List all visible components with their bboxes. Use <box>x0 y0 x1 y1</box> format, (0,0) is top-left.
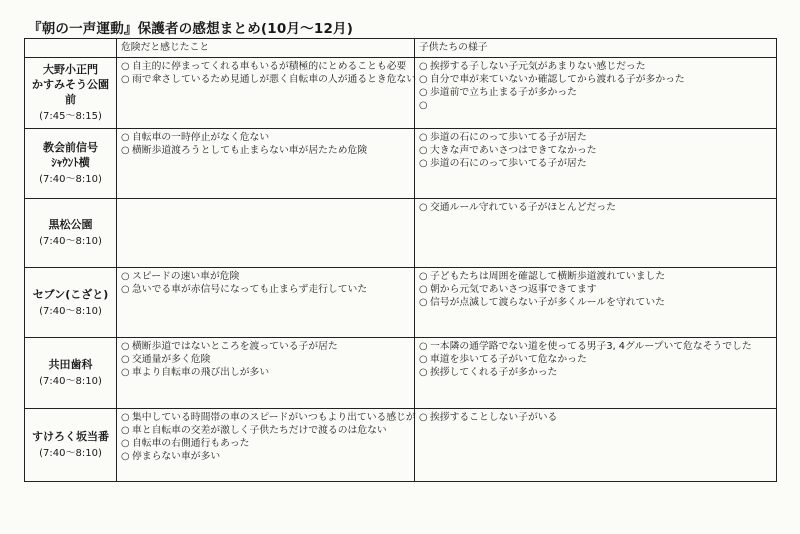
observation-item-text: 朝から元気であいさつ返事できてます <box>430 284 597 295</box>
dangers-cell <box>117 199 415 268</box>
table-row <box>25 129 777 199</box>
observation-item-text: 歩道の石にのって歩いてる子が居た <box>430 158 587 169</box>
observation-item-text: 車道を歩いてる子がいて危なかった <box>430 354 587 365</box>
header-location <box>25 39 117 58</box>
circle-bullet-icon: ○ <box>419 61 428 72</box>
observation-item-text: 子どもたちは周囲を確認して横断歩道渡れていました <box>430 271 666 282</box>
location-cell <box>25 129 117 199</box>
location-name: すけろく坂当番 <box>32 430 109 443</box>
circle-bullet-icon: ○ <box>121 354 130 365</box>
location-time: (7:40～8:10) <box>39 305 102 317</box>
observation-item <box>419 296 772 309</box>
observation-item <box>419 144 772 157</box>
danger-item-text: 横断歩道ではないところを渡っている子が居た <box>132 341 338 352</box>
location-time: (7:40～8:10) <box>39 174 102 185</box>
circle-bullet-icon: ○ <box>419 271 428 282</box>
observation-item <box>419 157 772 170</box>
dangers-cell <box>117 268 415 338</box>
observation-item <box>419 340 772 353</box>
location-time: (7:45～8:15) <box>39 111 102 122</box>
observation-item-text: 大きな声であいさつはできてなかった <box>430 145 597 156</box>
header-dangers: 危険だと感じたこと <box>117 39 415 58</box>
circle-bullet-icon: ○ <box>419 354 428 365</box>
circle-bullet-icon: ○ <box>121 271 130 282</box>
location-cell <box>25 199 117 268</box>
danger-item <box>121 270 410 283</box>
summary-table <box>24 38 777 482</box>
danger-item-text: 自転車の一時停止がなく危ない <box>132 132 270 143</box>
circle-bullet-icon: ○ <box>121 412 130 423</box>
location-name: 共田歯科 <box>48 358 93 371</box>
danger-item <box>121 353 410 366</box>
observation-item-text: 信号が点滅して渡らない子が多くルールを守れていた <box>430 297 665 308</box>
danger-item-text: スピードの速い車が危険 <box>132 271 240 282</box>
circle-bullet-icon: ○ <box>121 451 130 462</box>
location-time: (7:40～8:10) <box>39 448 102 459</box>
observation-item <box>419 270 772 283</box>
circle-bullet-icon: ○ <box>121 425 130 436</box>
location-cell <box>25 409 117 482</box>
danger-item <box>121 60 410 73</box>
danger-item <box>121 366 410 379</box>
observation-item-text: 交通ルール守れている子がほとんどだった <box>430 202 616 213</box>
danger-item <box>121 283 410 296</box>
danger-item-text: 車より自転車の飛び出しが多い <box>132 367 270 378</box>
observation-item <box>419 411 772 424</box>
circle-bullet-icon: ○ <box>121 438 130 449</box>
circle-bullet-icon: ○ <box>419 367 428 378</box>
circle-bullet-icon: ○ <box>419 297 428 308</box>
observation-item <box>419 73 772 86</box>
observations-cell <box>415 268 777 338</box>
danger-item <box>121 131 410 144</box>
circle-bullet-icon: ○ <box>121 145 130 156</box>
circle-bullet-icon: ○ <box>419 74 428 85</box>
danger-item-text: 急いでる車が赤信号になっても止まらず走行していた <box>132 284 368 295</box>
circle-bullet-icon: ○ <box>121 74 130 85</box>
observation-item <box>419 201 772 214</box>
circle-bullet-icon: ○ <box>121 284 130 295</box>
danger-item-text: 自主的に停まってくれる車もいるが積極的にとめることも必要 <box>132 61 407 72</box>
location-sublabel: ｼｬｳﾝﾄ横 <box>51 156 90 169</box>
observations-cell <box>415 409 777 482</box>
circle-bullet-icon: ○ <box>419 145 428 156</box>
observation-item <box>419 283 772 296</box>
observation-item <box>419 60 772 73</box>
observations-cell <box>415 129 777 199</box>
table-row <box>25 409 777 482</box>
table-row <box>25 268 777 338</box>
danger-item-text: 車と自転車の交差が激しく子供たちだけで渡るのは危ない <box>132 425 387 436</box>
dangers-cell <box>117 129 415 199</box>
observation-item-text: 歩道の石にのって歩いてる子が居た <box>430 132 587 143</box>
danger-item <box>121 144 410 157</box>
table-row <box>25 338 777 409</box>
observation-item-text: 一本隣の通学路でない道を使ってる男子3, 4グループいて危なそうでした <box>430 341 752 352</box>
header-row <box>25 39 777 58</box>
table-body <box>25 58 777 482</box>
danger-item <box>121 73 417 86</box>
location-time: (7:40～8:10) <box>39 236 102 247</box>
danger-item <box>121 411 416 424</box>
observation-item-text: 挨拶する子しない子元気があまりない感じだった <box>430 61 646 72</box>
dangers-cell <box>117 338 415 409</box>
circle-bullet-icon: ○ <box>121 132 130 143</box>
observation-item <box>419 131 772 144</box>
table-row <box>25 199 777 268</box>
circle-bullet-icon: ○ <box>419 100 428 111</box>
circle-bullet-icon: ○ <box>419 341 428 352</box>
circle-bullet-icon: ○ <box>419 202 428 213</box>
header-observations: 子供たちの様子 <box>415 39 777 58</box>
danger-item-text: 横断歩道渡ろうとしても止まらない車が居たため危険 <box>132 145 368 156</box>
circle-bullet-icon: ○ <box>419 284 428 295</box>
danger-item-text: 交通量が多く危険 <box>132 354 211 365</box>
circle-bullet-icon: ○ <box>121 61 130 72</box>
danger-item <box>121 424 410 437</box>
observation-item-text: 挨拶してくれる子が多かった <box>430 367 558 378</box>
danger-item-text: 自転車の右側通行もあった <box>132 438 250 449</box>
danger-item <box>121 340 410 353</box>
location-name: 黒松公園 <box>48 218 93 231</box>
location-cell <box>25 268 117 338</box>
observations-cell <box>415 58 777 129</box>
circle-bullet-icon: ○ <box>419 158 428 169</box>
observation-item <box>419 86 772 99</box>
dangers-cell <box>117 58 415 129</box>
location-cell <box>25 58 117 129</box>
circle-bullet-icon: ○ <box>419 412 428 423</box>
dangers-cell <box>117 409 415 482</box>
danger-item <box>121 450 410 463</box>
observations-cell <box>415 338 777 409</box>
observation-item-text: 挨拶することしない子がいる <box>430 412 558 423</box>
location-name: 大野小正門 <box>43 63 98 76</box>
observation-item <box>419 353 772 366</box>
document-title: 『朝の一声運動』保護者の感想まとめ(10月～12月) <box>28 21 354 37</box>
location-name: セブン(こざと) <box>32 287 109 301</box>
location-sublabel: かすみそう公園前 <box>32 78 109 106</box>
danger-item-text: 雨で傘さしているため見通しが悪く自転車の人が通るとき危ない <box>132 74 417 85</box>
observation-item-text: 歩道前で立ち止まる子が多かった <box>430 87 577 98</box>
location-cell <box>25 338 117 409</box>
circle-bullet-icon: ○ <box>121 367 130 378</box>
table-row <box>25 58 777 129</box>
danger-item-text: 停まらない車が多い <box>132 451 221 462</box>
observation-item <box>419 366 772 379</box>
location-time: (7:40～8:10) <box>39 376 102 387</box>
observations-cell <box>415 199 777 268</box>
circle-bullet-icon: ○ <box>419 87 428 98</box>
observation-item-text: 自分で車が来ていないか確認してから渡れる子が多かった <box>430 74 685 85</box>
circle-bullet-icon: ○ <box>121 341 130 352</box>
danger-item <box>121 437 410 450</box>
location-name: 教会前信号 <box>43 141 98 154</box>
danger-item-text: 集中している時間帯の車のスピードがいつもより出ている感じが <box>132 412 416 423</box>
circle-bullet-icon: ○ <box>419 132 428 143</box>
observation-item <box>419 99 772 112</box>
